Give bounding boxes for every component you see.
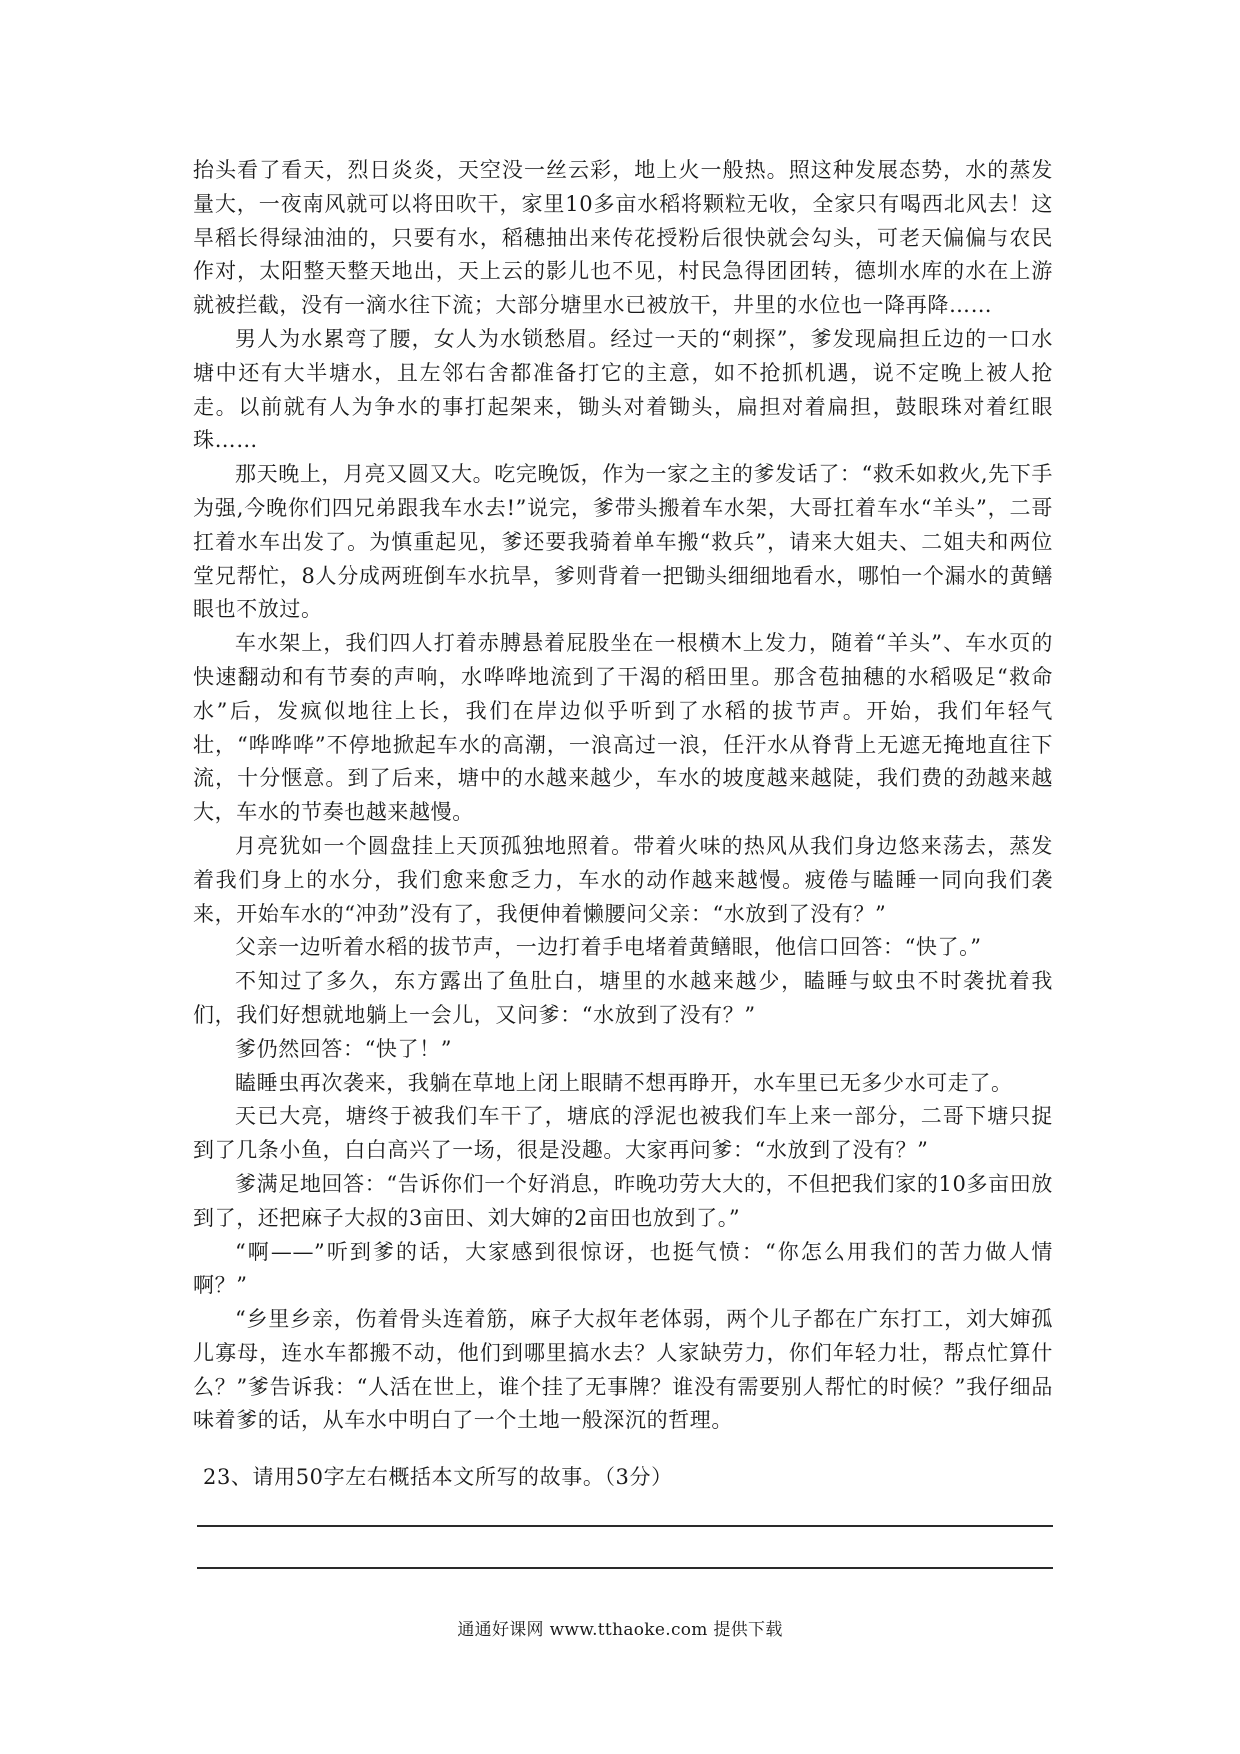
paragraph: “乡里乡亲，伤着骨头连着筋，麻子大叔年老体弱，两个儿子都在广东打工，刘大婶孤儿寡母，连水车都搬不动，他们到哪里搞水去？人家缺劳力，你们年轻力壮，帮点忙算什么？”爹告诉我：“人活在世上，谁个挂了无事牌？谁没有需要别人帮忙的时候？”我仔细品味着爹的话，从车水中明白了一个土地一般深沉的哲理。: [193, 1307, 1053, 1433]
paragraph: “啊——”听到爹的话，大家感到很惊讶，也挺气愤：“你怎么用我们的苦力做人情啊？”: [193, 1239, 1053, 1298]
question-23: 23、请用50字左右概括本文所写的故事。（3分）: [203, 1465, 673, 1489]
paragraph: 男人为水累弯了腰，女人为水锁愁眉。经过一天的“刺探”，爹发现扁担丘边的一口水塘中还有大半塘水，且左邻右舍都准备打它的主意，如不抢抓机遇，说不定晚上被人抢走。以前就有人为争水的事打起架来，锄头对着锄头，扁担对着扁担，鼓眼珠对着红眼珠……: [193, 326, 1053, 453]
answer-line[interactable]: [197, 1525, 1053, 1527]
paragraph: 父亲一边听着水稻的拔节声，一边打着手电堵着黄鳝眼，他信口回答：“快了。”: [235, 935, 982, 960]
page-footer: 通通好课网 www.tthaoke.com 提供下载: [457, 1620, 783, 1640]
paragraph: 爹仍然回答：“快了！”: [235, 1036, 453, 1061]
paragraph: 那天晚上，月亮又圆又大。吃完晚饭，作为一家之主的爹发话了：“救禾如救火,先下手为强,今晚你们四兄弟跟我车水去!”说完，爹带头搬着车水架，大哥扛着车水“羊头”，二哥扛着水车出发了。为慎重起见，爹还要我骑着单车搬“救兵”，请来大姐夫、二姐夫和两位堂兄帮忙，8人分成两班倒车水抗旱，爹则背着一把锄头细细地看水，哪怕一个漏水的黄鳝眼也不放过。: [193, 462, 1053, 622]
paragraph: 车水架上，我们四人打着赤膊悬着屁股坐在一根横木上发力，随着“羊头”、车水页的快速翻动和有节奏的声响，水哗哗地流到了干渴的稻田里。那含苞抽穗的水稻吸足“救命水”后，发疯似地往上长，我们在岸边似乎听到了水稻的拔节声。开始，我们年轻气壮，“哗哗哗”不停地掀起车水的高潮，一浪高过一浪，任汗水从脊背上无遮无掩地直往下流，十分惬意。到了后来，塘中的水越来越少，车水的坡度越来越陡，我们费的劲越来越大，车水的节奏也越来越慢。: [193, 631, 1053, 825]
paragraph: 爹满足地回答：“告诉你们一个好消息，昨晚功劳大大的，不但把我们家的10多亩田放到了，还把麻子大叔的3亩田、刘大婶的2亩田也放到了。”: [193, 1171, 1053, 1230]
paragraph: 月亮犹如一个圆盘挂上天顶孤独地照着。带着火味的热风从我们身边悠来荡去，蒸发着我们身上的水分，我们愈来愈乏力，车水的动作越来越慢。疲倦与瞌睡一同向我们袭来，开始车水的“冲劲”没有了，我便伸着懒腰问父亲：“水放到了没有？”: [193, 833, 1053, 926]
paragraph: 天已大亮，塘终于被我们车干了，塘底的浮泥也被我们车上来一部分，二哥下塘只捉到了几条小鱼，白白高兴了一场，很是没趣。大家再问爹：“水放到了没有？”: [193, 1104, 1053, 1163]
paragraph: 不知过了多久，东方露出了鱼肚白，塘里的水越来越少，瞌睡与蚊虫不时袭扰着我们，我们好想就地躺上一会儿，又问爹：“水放到了没有？”: [193, 969, 1053, 1027]
paragraph: 瞌睡虫再次袭来，我躺在草地上闭上眼睛不想再睁开，水车里已无多少水可走了。: [235, 1070, 1013, 1095]
paragraph: 抬头看了看天，烈日炎炎，天空没一丝云彩，地上火一般热。照这种发展态势，水的蒸发量大，一夜南风就可以将田吹干，家里10多亩水稻将颗粒无收，全家只有喝西北风去！这旱稻长得绿油油的，只要有水，稻穗抽出来传花授粉后很快就会勾头，可老天偏偏与农民作对，太阳整天整天地出，天上云的影儿也不见，村民急得团团转，德圳水库的水在上游就被拦截，没有一滴水往下流；大部分塘里水已被放干，井里的水位也一降再降……: [193, 158, 1053, 318]
answer-line[interactable]: [197, 1567, 1053, 1569]
reading-passage: [193, 154, 1053, 1438]
